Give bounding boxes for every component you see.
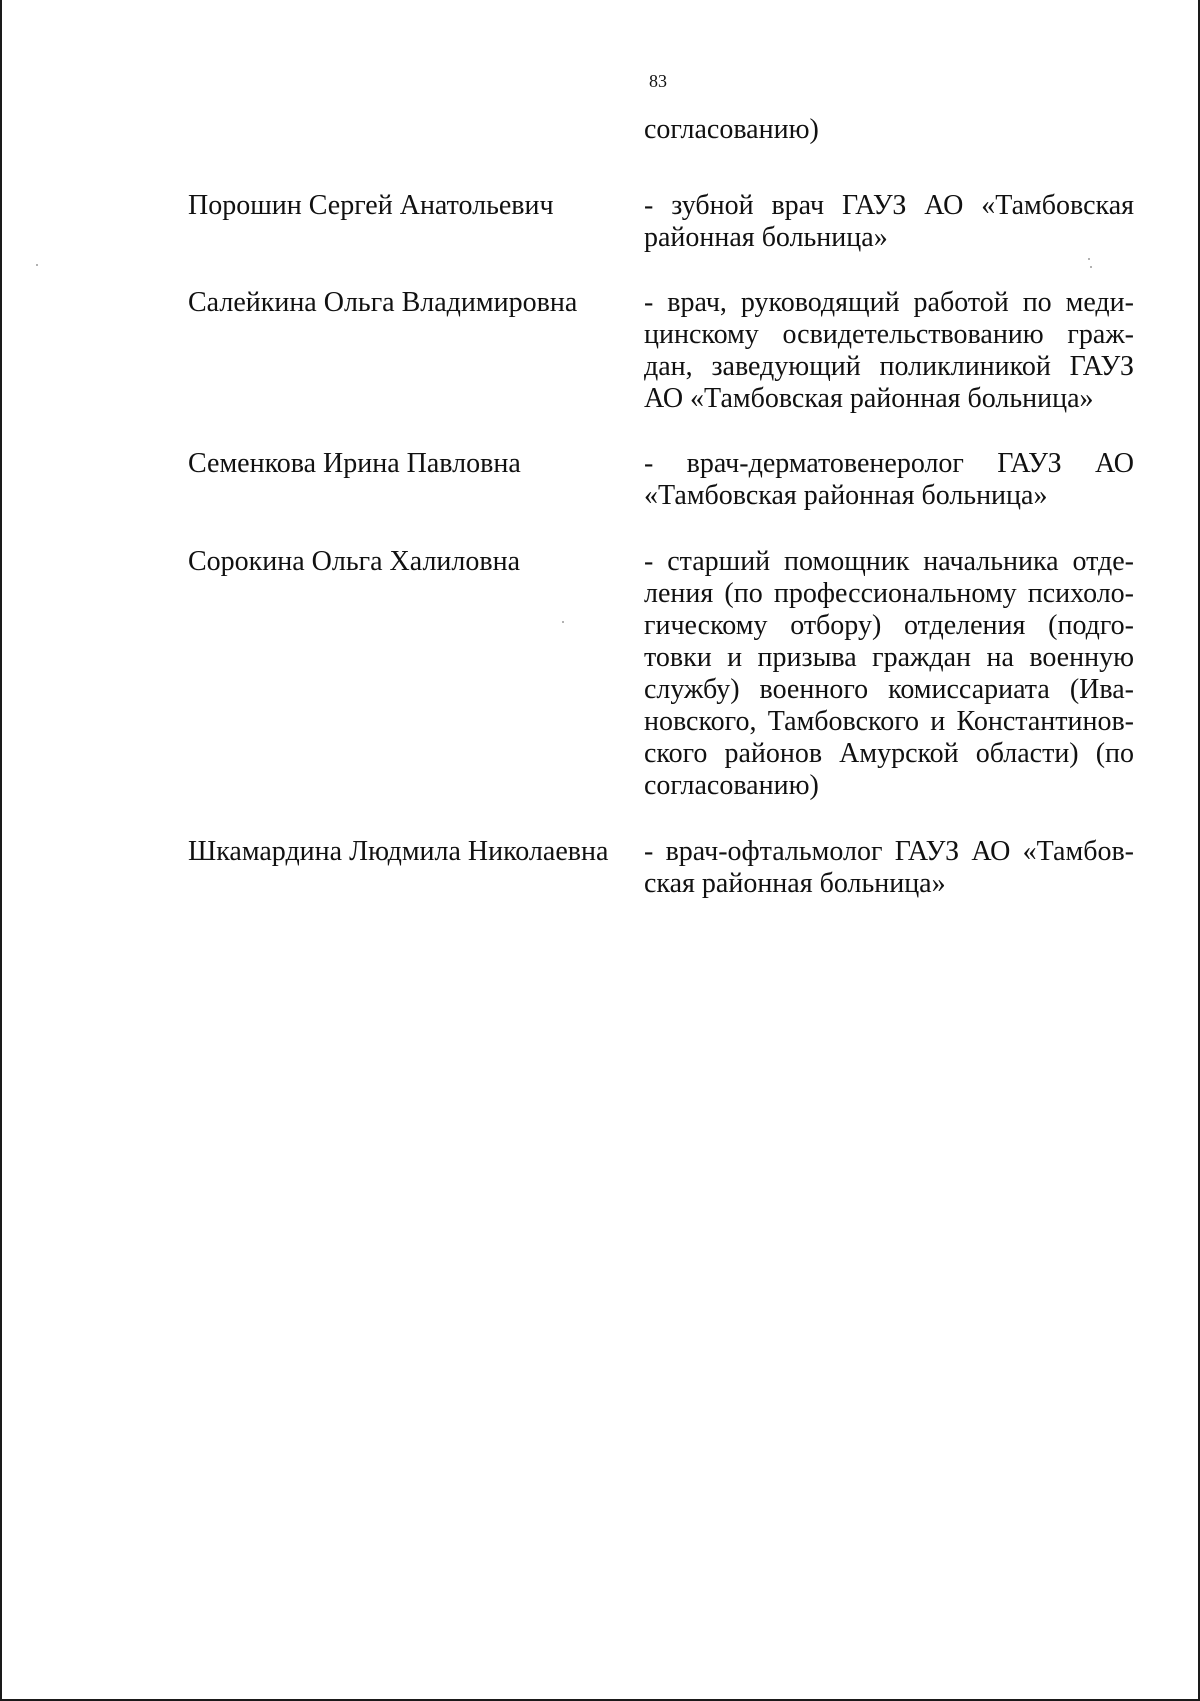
person-role: - врач-офтальмолог ГАУЗ АО «Тамбовская районная больница»: [644, 836, 1134, 899]
person-name: Семенкова Ирина Павловна: [188, 448, 521, 479]
scan-speck: [562, 621, 564, 623]
scan-speck: [1088, 258, 1090, 260]
scan-speck: [1090, 266, 1092, 268]
person-role: - врач-дерматовенеролог ГАУЗ АО «Тамбовская районная больница»: [644, 448, 1134, 511]
person-name: Порошин Сергей Анатольевич: [188, 190, 554, 221]
person-role: - зубной врач ГАУЗ АО «Тамбовская районная больница»: [644, 190, 1134, 253]
page-number: 83: [649, 71, 667, 91]
person-role: - врач, руководящий работой по медицинскому освидетельствованию граждан, заведующий поликлиникой ГАУЗ АО «Тамбовская районная больница»: [644, 287, 1134, 414]
person-name: Сорокина Ольга Халиловна: [188, 546, 521, 577]
continuation-text: согласованию): [644, 114, 819, 145]
person-name: Шкамардина Людмила Николаевна: [188, 836, 609, 867]
person-name: Салейкина Ольга Владимировна: [188, 287, 578, 318]
scan-speck: [36, 264, 38, 266]
person-role: - старший помощник начальника отделения (по профессиональному психологическому отбору) отделения (подготовки и призыва граждан на военную службу) военного комиссариата (Ивановского, Тамбовского и Константиновского районов Амурской области) (по согласованию): [644, 546, 1134, 801]
